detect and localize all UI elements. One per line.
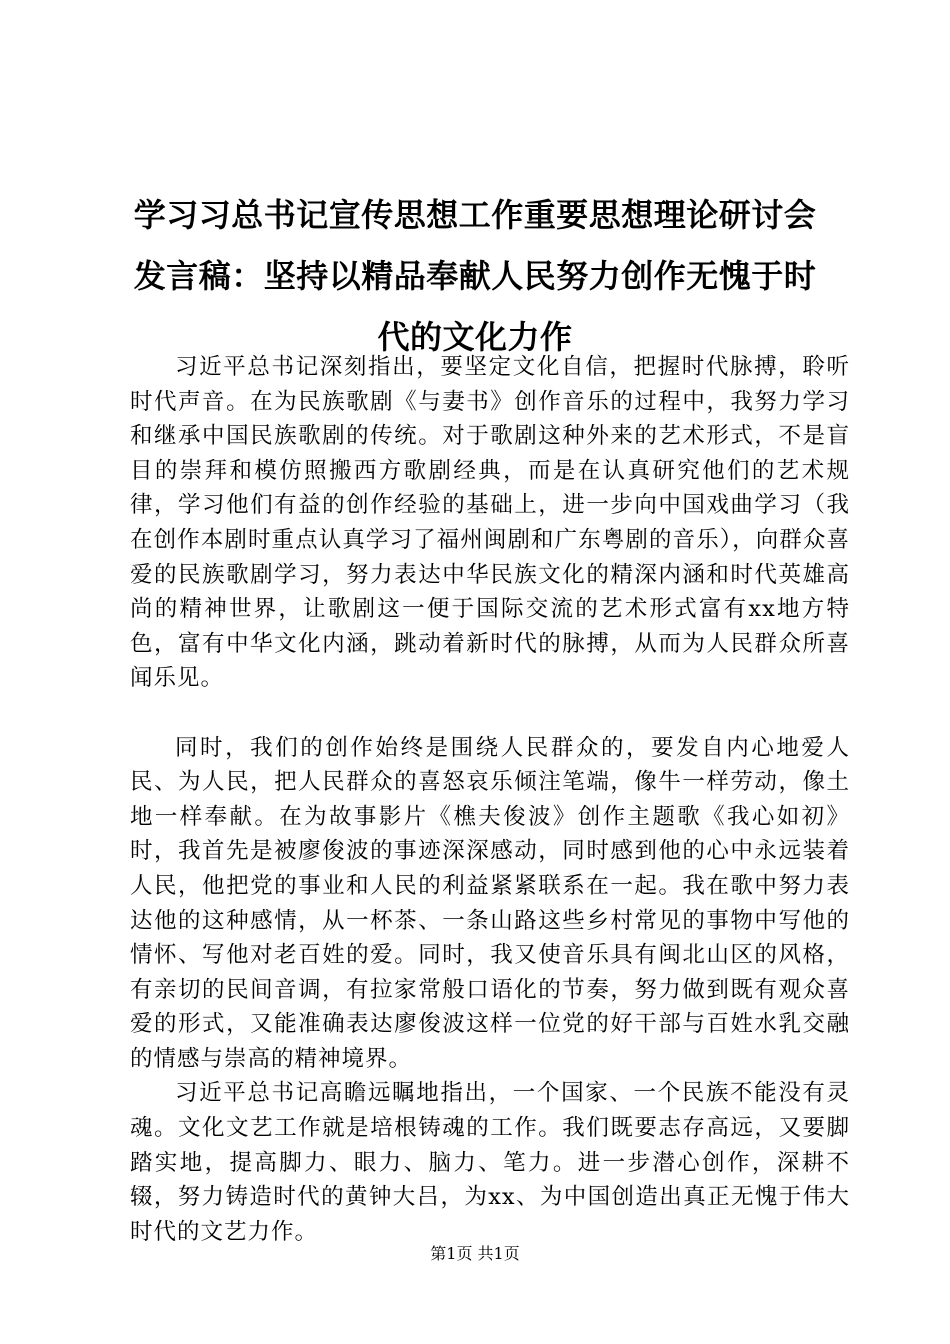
paragraph-spacer	[130, 696, 850, 731]
page-footer: 第1页 共1页	[430, 1244, 520, 1263]
paragraph-2: 同时，我们的创作始终是围绕人民群众的，要发自内心地爱人民、为人民，把人民群众的喜怒哀乐倾注笔端，像牛一样劳动，像土地一样奉献。在为故事影片《樵夫俊波》创作主题歌《我心如初》时，我首先是被廖俊波的事迹深深感动，同时感到他的心中永远装着人民，他把党的事业和人民的利益紧紧联系在一起。我在歌中努力表达他的这种感情，从一杯茶、一条山路这些乡村常见的事物中写他的情怀、写他对老百姓的爱。同时，我又使音乐具有闽北山区的风格，有亲切的民间音调，有拉家常般口语化的节奏，努力做到既有观众喜爱的形式，又能准确表达廖俊波这样一位党的好干部与百姓水乳交融的情感与崇高的精神境界。	[130, 734, 850, 1072]
document-title: 学习习总书记宣传思想工作重要思想理论研讨会发言稿：坚持以精品奉献人民努力创作无愧于时代的文化力作	[133, 196, 817, 356]
document-body	[130, 350, 850, 1249]
paragraph-3: 习近平总书记高瞻远瞩地指出，一个国家、一个民族不能没有灵魂。文化文艺工作就是培根铸魂的工作。我们既要志存高远，又要脚踏实地，提高脚力、眼力、脑力、笔力。进一步潜心创作，深耕不辍，努力铸造时代的黄钟大吕，为xx、为中国创造出真正无愧于伟大时代的文艺力作。	[130, 1080, 850, 1245]
paragraph-1: 习近平总书记深刻指出，要坚定文化自信，把握时代脉搏，聆听时代声音。在为民族歌剧《与妻书》创作音乐的过程中，我努力学习和继承中国民族歌剧的传统。对于歌剧这种外来的艺术形式，不是盲目的崇拜和模仿照搬西方歌剧经典，而是在认真研究他们的艺术规律，学习他们有益的创作经验的基础上，进一步向中国戏曲学习（我在创作本剧时重点认真学习了福州闽剧和广东粤剧的音乐），向群众喜爱的民族歌剧学习，努力表达中华民族文化的精深内涵和时代英雄高尚的精神世界，让歌剧这一便于国际交流的艺术形式富有xx地方特色，富有中华文化内涵，跳动着新时代的脉搏，从而为人民群众所喜闻乐见。	[130, 354, 850, 692]
